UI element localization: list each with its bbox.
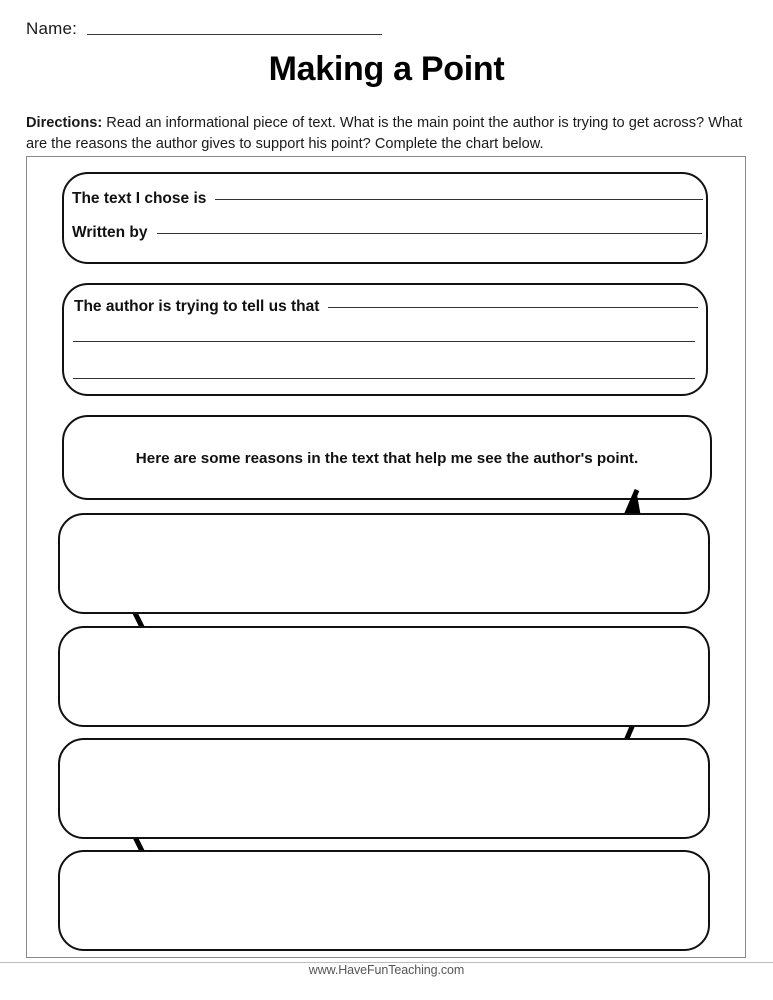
directions-text: Read an informational piece of text. What is the main point the author is trying to get across? What are the reasons the author gives to support his point? Complete the chart below. bbox=[26, 115, 743, 152]
text-chosen-write-line[interactable] bbox=[215, 198, 703, 200]
written-by-row bbox=[72, 224, 702, 242]
main-point-write-line-1[interactable] bbox=[328, 306, 698, 308]
main-point-row bbox=[74, 298, 698, 316]
written-by-label: Written by bbox=[72, 224, 148, 241]
text-chosen-label: The text I chose is bbox=[72, 190, 207, 207]
reason-box-2[interactable] bbox=[58, 626, 710, 727]
name-label: Name: bbox=[26, 19, 78, 38]
directions-paragraph bbox=[26, 113, 752, 155]
written-by-write-line[interactable] bbox=[157, 232, 702, 234]
name-write-line[interactable] bbox=[87, 33, 382, 35]
reason-box-4[interactable] bbox=[58, 850, 710, 951]
reasons-header-label: Here are some reasons in the text that help me see the author's point. bbox=[135, 450, 639, 467]
reason-box-3[interactable] bbox=[58, 738, 710, 839]
main-point-write-line-3[interactable] bbox=[73, 377, 695, 379]
reason-box-1[interactable] bbox=[58, 513, 710, 614]
source-info-box bbox=[62, 172, 708, 264]
page-title: Making a Point bbox=[268, 50, 505, 88]
footer-url: www.HaveFunTeaching.com bbox=[308, 963, 465, 977]
directions-label: Directions: bbox=[26, 115, 103, 131]
text-chosen-row bbox=[72, 190, 703, 208]
main-point-write-line-2[interactable] bbox=[73, 340, 695, 342]
name-field-row bbox=[26, 20, 382, 37]
main-point-label: The author is trying to tell us that bbox=[74, 298, 320, 315]
